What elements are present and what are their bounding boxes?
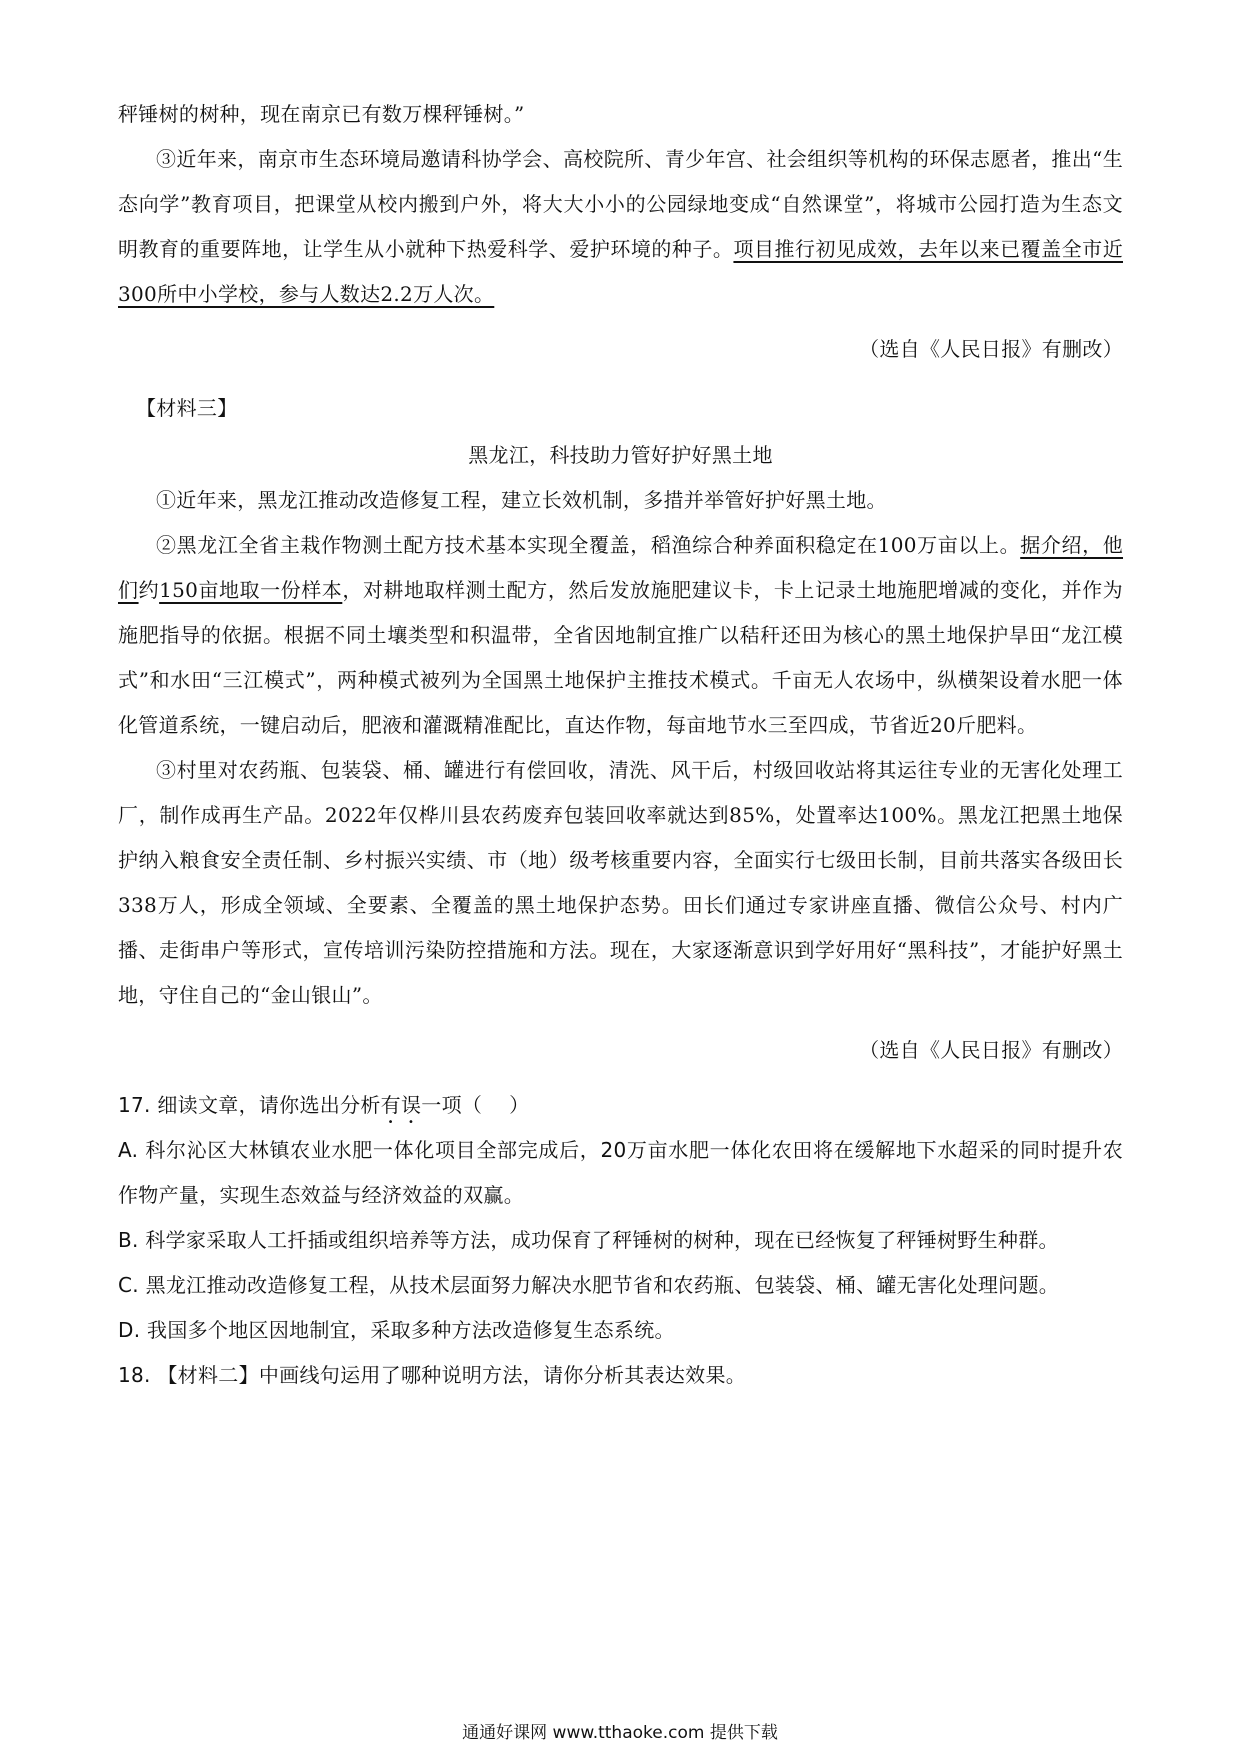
question-17-stem-pre: 17. 细读文章，请你选出分析 bbox=[118, 1093, 381, 1117]
material3-label: 【材料三】 bbox=[136, 396, 238, 420]
material3-p2-mid: 约 bbox=[138, 578, 160, 602]
material2-paragraph-3 bbox=[118, 137, 1123, 317]
material2-p3-text: ③近年来，南京市生态环境局邀请科协学会、高校院所、青少年宫、社会组织等机构的环保志愿者，推出“生态向学”教育项目，把课堂从校内搬到户外，将大大小小的公园绿地变成“自然课堂”，将城市公园打造为生态文明教育的重要阵地，让学生从小就种下热爱科学、爱护环境的种子。 bbox=[118, 147, 1123, 261]
material3-paragraph-1: ①近年来，黑龙江推动改造修复工程，建立长效机制，多措并举管好护好黑土地。 bbox=[156, 488, 887, 512]
question-17-stem bbox=[118, 1083, 1123, 1128]
material3-paragraph-3: ③村里对农药瓶、包装袋、桶、罐进行有偿回收，清洗、风干后，村级回收站将其运往专业的无害化处理工厂，制作成再生产品。2022年仅桦川县农药废弃包装回收率就达到85%，处置率达100%。黑龙江把黑土地保护纳入粮食安全责任制、乡村振兴实绩、市（地）级考核重要内容，全面实行七级田长制，目前共落实各级田长338万人，形成全领域、全要素、全覆盖的黑土地保护态势。田长们通过专家讲座直播、微信公众号、村内广播、走街串户等形式，宣传培训污染防控措施和方法。现在，大家逐渐意识到学好用好“黑科技”，才能护好黑土地，守住自己的“金山银山”。 bbox=[118, 758, 1123, 1007]
question-17-option-a: A. 科尔沁区大林镇农业水肥一体化项目全部完成后，20万亩水肥一体化农田将在缓解地下水超采的同时提升农作物产量，实现生态效益与经济效益的双赢。 bbox=[118, 1138, 1123, 1207]
question-17-stem-post: 一项（ ） bbox=[421, 1093, 530, 1117]
material3-p2-rest: ，对耕地取样测土配方，然后发放施肥建议卡，卡上记录土地施肥增减的变化，并作为施肥指导的依据。根据不同土壤类型和积温带，全省因地制宜推广以秸秆还田为核心的黑土地保护旱田“龙江模式”和水田“三江模式”，两种模式被列为全国黑土地保护主推技术模式。千亩无人农场中，纵横架设着水肥一体化管道系统，一键启动后，肥液和灌溉精准配比，直达作物，每亩地节水三至四成，节省近20斤肥料。 bbox=[118, 578, 1123, 737]
question-18-stem: 18. 【材料二】中画线句运用了哪种说明方法，请你分析其表达效果。 bbox=[118, 1363, 747, 1387]
material3-title: 黑龙江，科技助力管好护好黑土地 bbox=[468, 443, 773, 467]
material3-p2-underline-1: 据介绍，他们 bbox=[118, 533, 1124, 602]
question-17-option-c: C. 黑龙江推动改造修复工程，从技术层面努力解决水肥节省和农药瓶、包装袋、桶、罐无害化处理问题。 bbox=[118, 1273, 1060, 1297]
material3-p2-underline-2: 150亩地取一份样本 bbox=[159, 578, 343, 602]
question-17-emphasis: 有误 bbox=[380, 1093, 422, 1117]
page-footer: 通通好课网 www.tthaoke.com 提供下载 bbox=[462, 1723, 778, 1743]
document-body bbox=[118, 92, 1123, 1398]
material3-p2-start: ②黑龙江全省主栽作物测土配方技术基本实现全覆盖，稻渔综合种养面积稳定在100万亩以上。 bbox=[156, 533, 1021, 557]
material2-source: （选自《人民日报》有删改） bbox=[859, 337, 1123, 361]
material2-p3-underlined-sentence: 项目推行初见成效，去年以来已覆盖全市近300所中小学校，参与人数达2.2万人次。 bbox=[118, 237, 1123, 306]
material3-paragraph-2 bbox=[118, 523, 1123, 748]
question-17-option-d: D. 我国多个地区因地制宜，采取多种方法改造修复生态系统。 bbox=[118, 1318, 675, 1342]
question-17-option-b: B. 科学家采取人工扦插或组织培养等方法，成功保育了秤锤树的树种，现在已经恢复了秤锤树野生种群。 bbox=[118, 1228, 1059, 1252]
material3-source: （选自《人民日报》有删改） bbox=[859, 1038, 1123, 1062]
material2-tail-line: 秤锤树的树种，现在南京已有数万棵秤锤树。” bbox=[118, 102, 525, 126]
